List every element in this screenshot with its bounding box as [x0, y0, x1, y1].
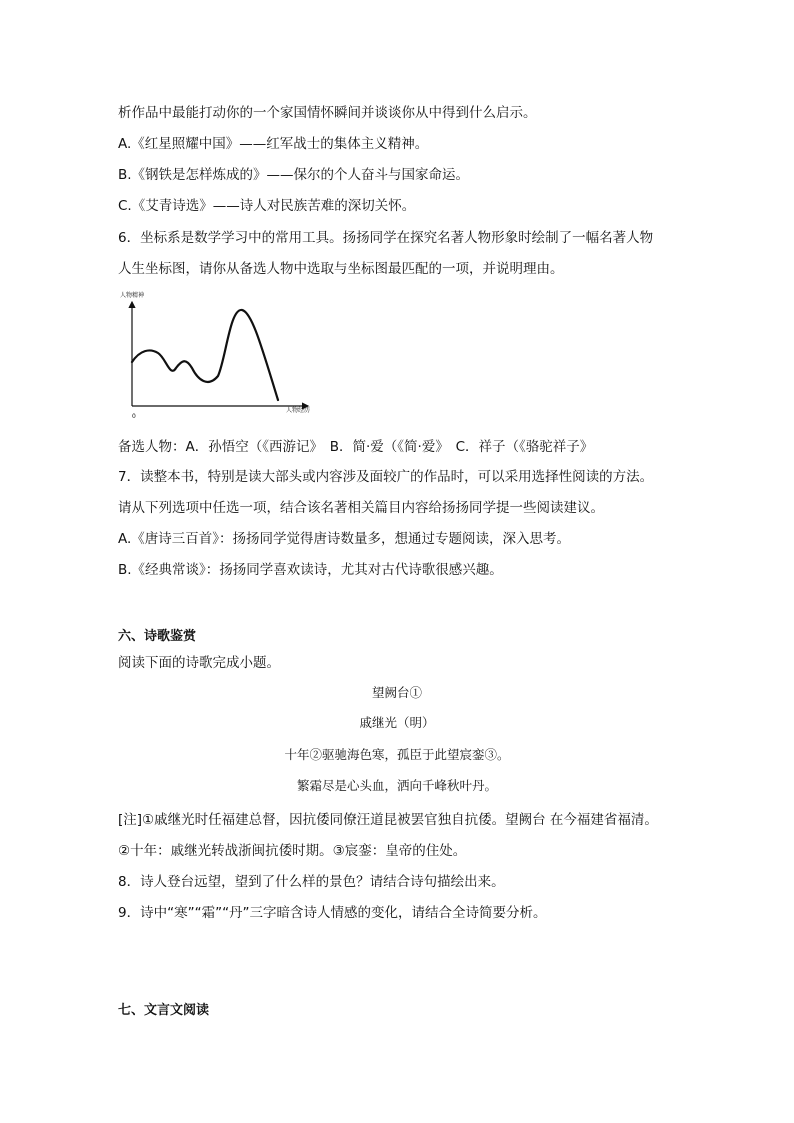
- section-7-title: 七、文言文阅读: [118, 1003, 210, 1018]
- section-6-title: 六、诗歌鉴赏: [118, 629, 197, 644]
- poem-note-line-2: ②十年：戚继光转战浙闽抗倭时期。③宸銮：皇帝的住处。: [118, 843, 467, 859]
- q5-option-c: C.《艾青诗选》——诗人对民族苦难的深切关怀。: [118, 198, 416, 214]
- q7-line-2: 请从下列选项中任选一项，结合该名著相关篇目内容给扬扬同学提一些阅读建议。: [118, 500, 604, 516]
- life-coordinate-graph: [118, 288, 318, 424]
- graph-origin-label: 0: [132, 413, 136, 420]
- graph-x-axis-label: 人物经历: [286, 407, 311, 414]
- poem-line-2: 繁霜尽是心头血，洒向千峰秋叶丹。: [296, 778, 497, 793]
- poem-note-line-1: [注]①戚继光时任福建总督，因抗倭同僚汪道昆被罢官独自抗倭。望阙台 在今福建省福清。: [118, 812, 658, 828]
- graph-y-axis-label: 人物精神: [120, 292, 145, 299]
- q7-line-1: 7．读整本书，特别是读大部头或内容涉及面较广的作品时，可以采用选择性阅读的方法。: [118, 469, 654, 485]
- q7-option-b: B.《经典常谈》：扬扬同学喜欢读诗，尤其对古代诗歌很感兴趣。: [118, 562, 503, 578]
- q6-candidates: 备选人物：A．孙悟空（《西游记》 B．简·爱（《简·爱》 C．祥子（《骆驼祥子》: [118, 439, 594, 455]
- q8-question: 8．诗人登台远望，望到了什么样的景色？请结合诗句描绘出来。: [118, 874, 505, 890]
- q5-intro-line: 析作品中最能打动你的一个家国情怀瞬间并谈谈你从中得到什么启示。: [118, 105, 537, 121]
- graph-curve: [132, 310, 278, 400]
- q6-line-2: 人生坐标图，请你从备选人物中选取与坐标图最匹配的一项，并说明理由。: [118, 261, 564, 277]
- poem-line-1: 十年②驱驰海色寒，孤臣于此望宸銮③。: [284, 747, 510, 762]
- q9-question: 9．诗中“寒”“霜”“丹”三字暗含诗人情感的变化，请结合全诗简要分析。: [118, 905, 547, 921]
- poem-title: 望阙台①: [371, 685, 422, 700]
- section-6-instruction: 阅读下面的诗歌完成小题。: [118, 655, 280, 671]
- q5-option-b: B.《钢铁是怎样炼成的》——保尔的个人奋斗与国家命运。: [118, 167, 470, 183]
- q6-line-1: 6．坐标系是数学学习中的常用工具。扬扬同学在探究名著人物形象时绘制了一幅名著人物: [118, 230, 654, 246]
- q7-option-a: A.《唐诗三百首》：扬扬同学觉得唐诗数量多，想通过专题阅读，深入思考。: [118, 531, 571, 547]
- poem-author: 戚继光（明）: [359, 715, 435, 730]
- q5-option-a: A.《红星照耀中国》——红军战士的集体主义精神。: [118, 136, 429, 152]
